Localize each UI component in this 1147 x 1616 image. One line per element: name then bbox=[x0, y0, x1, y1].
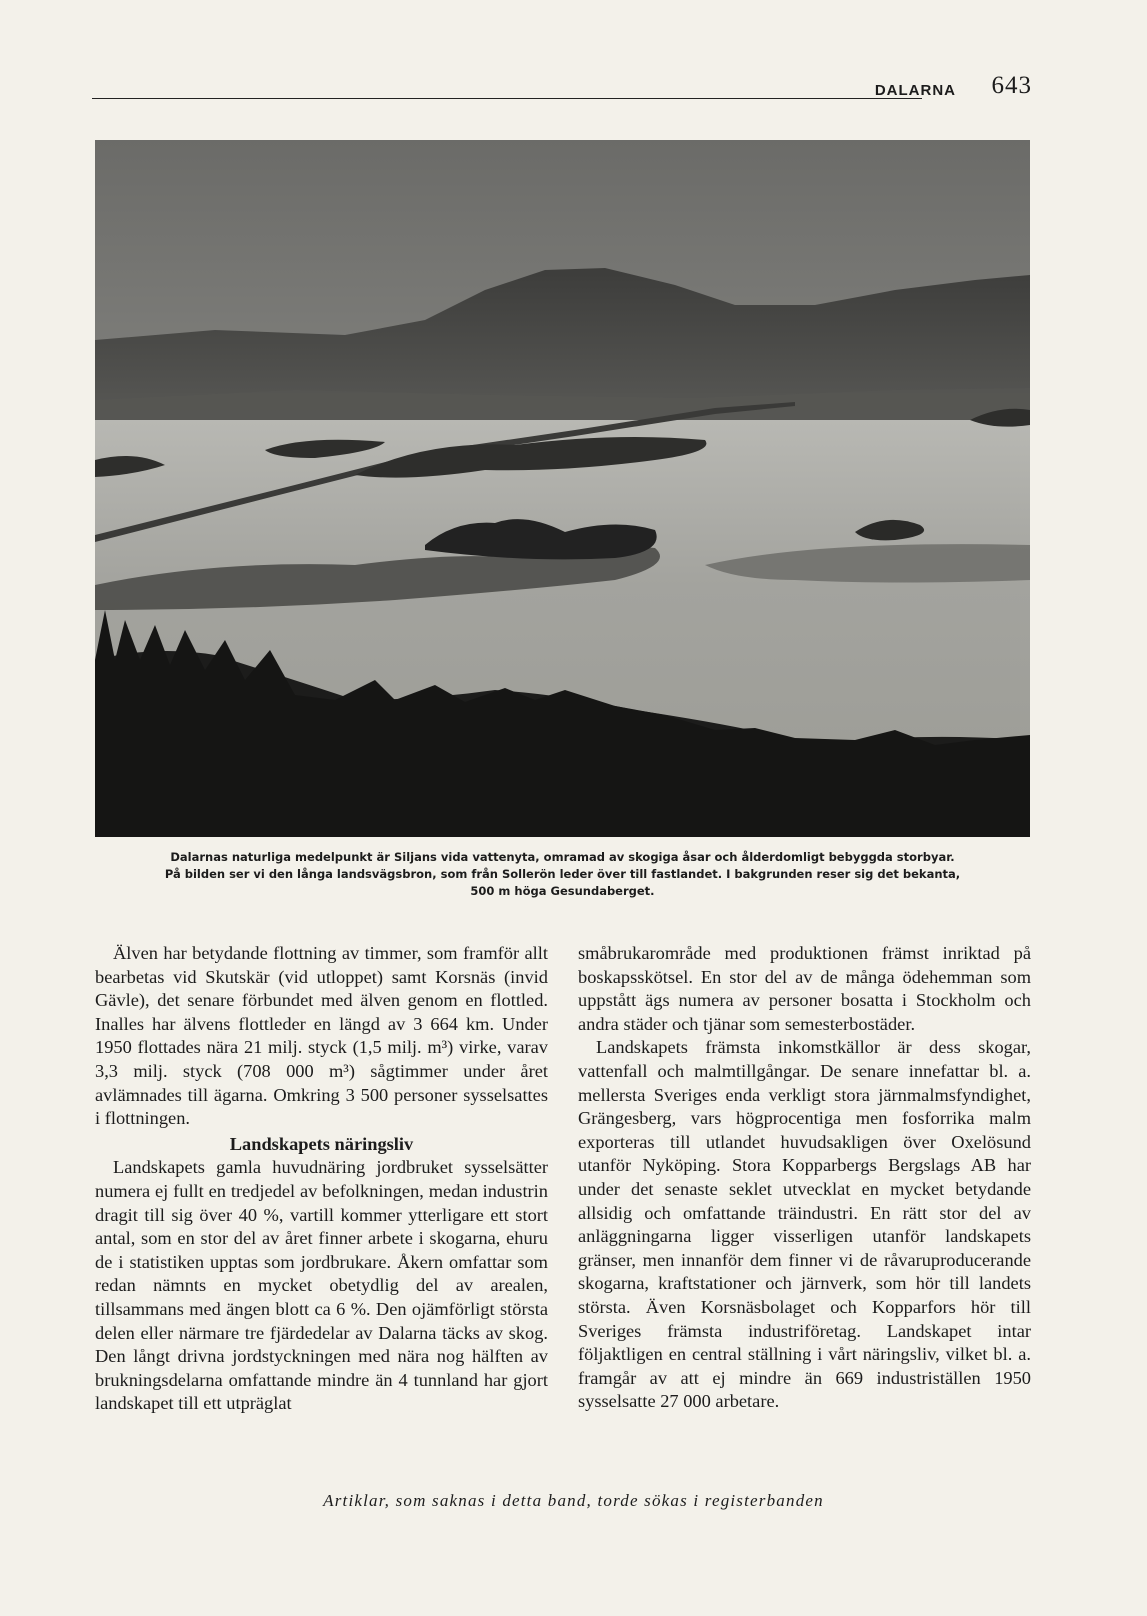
right-column bbox=[578, 942, 1031, 1414]
paragraph-flottning: Älven har betydande flottning av timmer, som framför allt bearbetas vid Skutskär (vid utloppet) samt Korsnäs (invid Gävle), det senare förbundet med älven genom en flottled. Inalles har älvens flottleder en längd av 3 664 km. Under 1950 flottades nära 21 milj. styck (1,5 milj. m³) virke, varav 3,3 milj. styck (708 000 m³) sågtimmer under året avlämnades till ägarna. Omkring 3 500 personer sysselsattes i flottningen. bbox=[95, 943, 548, 1129]
caption-line-2: På bilden ser vi den långa landsvägsbron, som från Sollerön leder över till fastlandet. I bakgrunden reser sig det bekanta, bbox=[164, 867, 961, 881]
footer-note: Artiklar, som saknas i detta band, torde sökas i registerbanden bbox=[323, 1491, 824, 1510]
left-column bbox=[95, 942, 548, 1416]
section-heading: Landskapets näringsliv bbox=[229, 1133, 414, 1154]
photo-illustration bbox=[95, 140, 1030, 837]
running-header bbox=[92, 72, 1032, 108]
section-title: DALARNA bbox=[874, 82, 956, 99]
paragraph-smabruk: småbrukarområde med produktionen främst inriktad på boskapsskötsel. En stor del av de många ödehemman som uppstått ägs numera av personer bosatta i Stockholm och andra städer och tjänar som semesterbostäder. bbox=[578, 943, 1031, 1034]
caption-line-3: 500 m höga Gesundaberget. bbox=[470, 884, 655, 898]
caption-line-1: Dalarnas naturliga medelpunkt är Siljans vida vattenyta, omramad av skogiga åsar och ålderdomligt bebyggda storbyar. bbox=[170, 850, 955, 864]
paragraph-inkomstkallor: Landskapets främsta inkomstkällor är dess skogar, vattenfall och malmtillgångar. De senare innefattar bl. a. mellersta Sveriges enda verkligt stora järnmalmsfyndighet, Grängesberg, vars högprocentiga men fosforrika malm exporteras till utlandet huvudsakligen över Oxelösund utanför Nyköping. Stora Kopparbergs Bergslags AB har under det senaste seklet utvecklat en mycket betydande allsidig och omfattande träindustri. En rätt stor del av anläggningarna ligger visserligen utanför landskapets gränser, men innanför dem finner vi de råvaruproducerande skogarna, kraftstationer och järnverk, som hör till landets största. Även Korsnäsbolaget och Kopparfors hör till Sveriges främsta industriföretag. Landskapet intar följaktligen en central ställning i vårt näringsliv, vilket bl. a. framgår av att ej mindre än 669 industriställen 1950 sysselsatte 27 000 arbetare. bbox=[578, 1037, 1031, 1412]
lake-photograph bbox=[95, 140, 1030, 837]
page-number: 643 bbox=[991, 72, 1032, 99]
paragraph-naringsliv: Landskapets gamla huvudnäring jordbruket sysselsätter numera ej fullt en tredjedel av befolkningen, medan industrin dragit till sig över 40 %, vartill kommer ytterligare ett stort antal, som en stor del av året finner arbete i skogarna, ehuru de i statistiken upptas som jordbrukare. Åkern omfattar som redan nämnts en mycket obetydlig del av arealen, tillsammans med ängen blott ca 6 %. Den ojämförligt största delen eller närmare tre fjärdedelar av Dalarna täcks av skog. Den långt drivna jordstyckningen med nära nog hälften av brukningsdelarna omfattande mindre än 4 tunnland har gjort landskapet till ett utpräglat bbox=[95, 1157, 548, 1414]
header-rule bbox=[92, 98, 922, 99]
figure-caption bbox=[94, 849, 1031, 900]
